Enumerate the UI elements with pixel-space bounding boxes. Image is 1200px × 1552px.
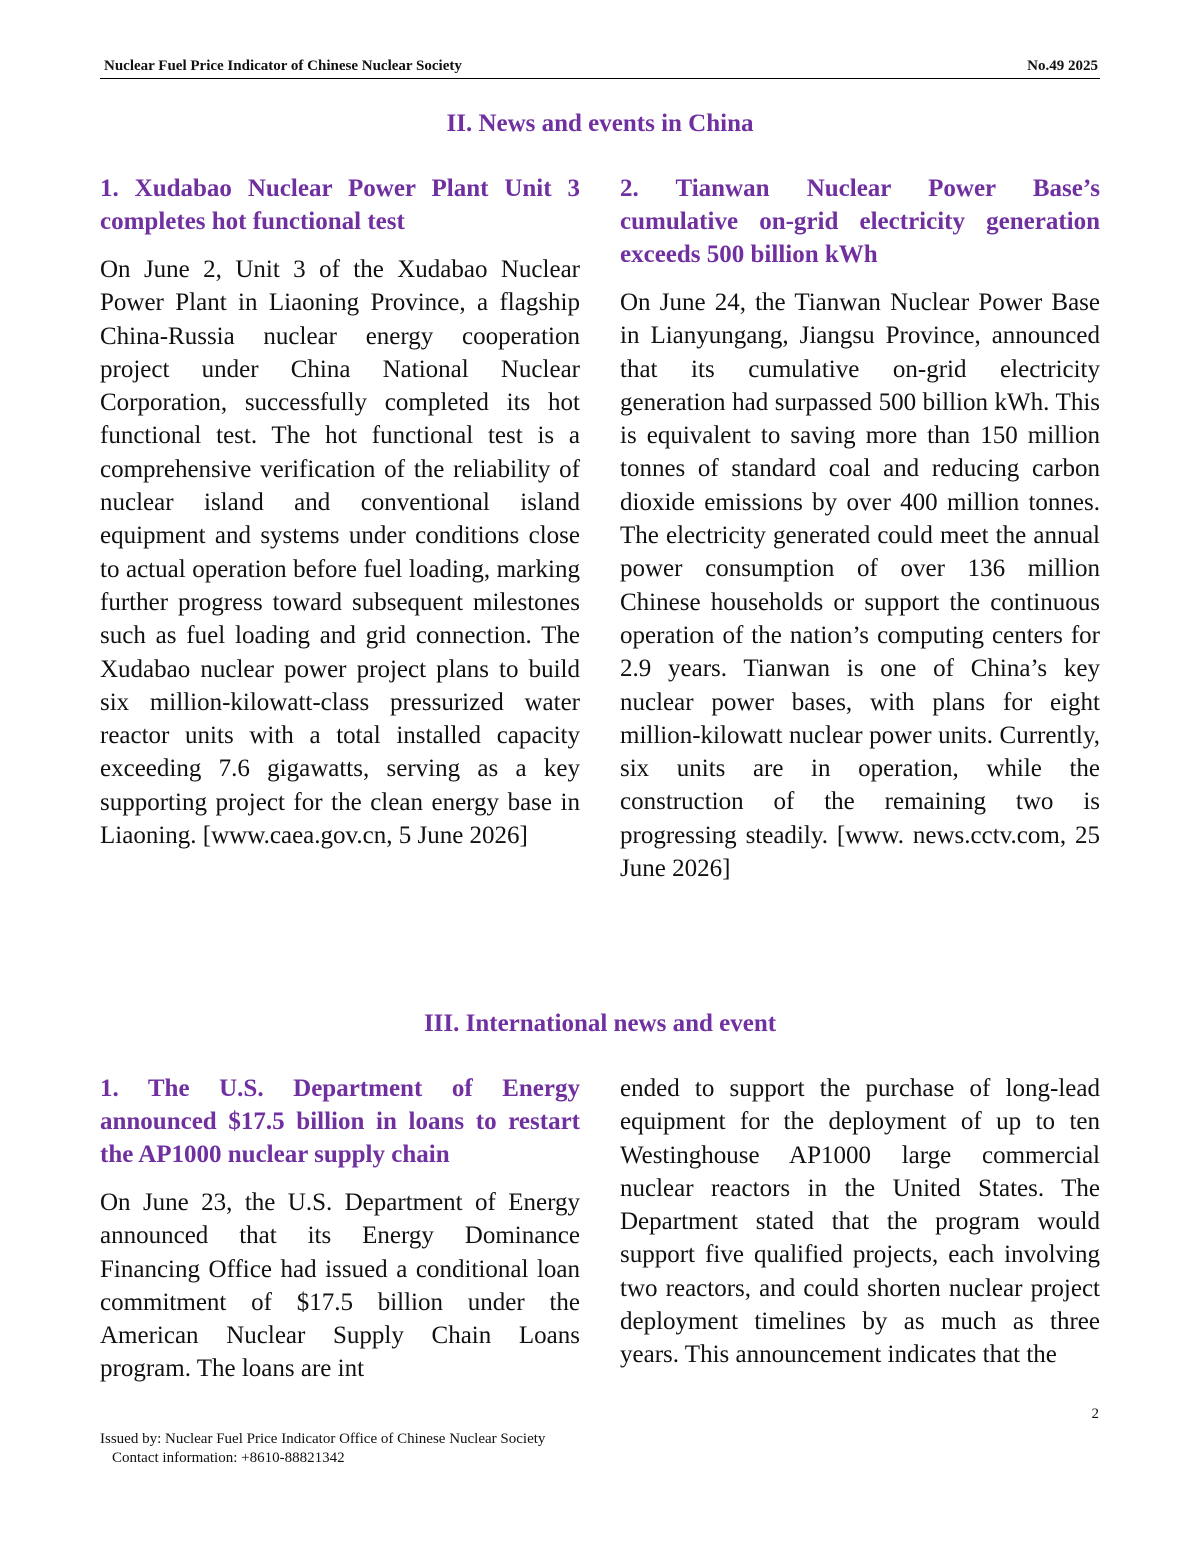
section-title-china-news: II. News and events in China	[446, 110, 754, 137]
article-tianwan	[620, 172, 1100, 885]
page-number: 2	[1091, 1406, 1099, 1422]
article-title: 2. Tianwan Nuclear Power Base’s cumulative on-grid electricity generation exceeds 500 billion kWh	[620, 175, 1100, 268]
article-body: On June 2, Unit 3 of the Xudabao Nuclear Power Plant in Liaoning Province, a flagship China-Russia nuclear energy cooperation project under China National Nuclear Corporation, successfully completed its hot functional test. The hot functional test is a comprehensive verification of the reliability of nuclear island and conventional island equipment and systems under conditions close to actual operation before fuel loading, marking further progress toward subsequent milestones such as fuel loading and grid connection. The Xudabao nuclear power project plans to build six million-kilowatt-class pressurized water reactor units with a total installed capacity exceeding 7.6 gigawatts, serving as a key supporting project for the clean energy base in Liaoning. [www.caea.gov.cn, 5 June 2026]	[100, 256, 580, 850]
footer-contact: Contact information: +8610-88821342	[112, 1450, 345, 1466]
article-body-continuation: ended to support the purchase of long-lead equipment for the deployment of up to ten Westinghouse AP1000 large commercial nuclear reactors in the United States. The Department stated that the program would support five qualified projects, each involving two reactors, and could shorten nuclear project deployment timelines by as much as three years. This announcement indicates that the	[620, 1075, 1100, 1369]
article-title: 1. Xudabao Nuclear Power Plant Unit 3 completes hot functional test	[100, 175, 580, 235]
article-body: On June 24, the Tianwan Nuclear Power Base in Lianyungang, Jiangsu Province, announced that its cumulative on-grid electricity generation had surpassed 500 billion kWh. This is equivalent to saving more than 150 million tonnes of standard coal and reducing carbon dioxide emissions by over 400 million tonnes. The electricity generated could meet the annual power consumption of over 136 million Chinese households or support the continuous operation of the nation’s computing centers for 2.9 years. Tianwan is one of China’s key nuclear power bases, with plans for eight million-kilowatt nuclear power units. Currently, six units are in operation, while the construction of the remaining two is progressing steadily. [www. news.cctv.com, 25 June 2026]	[620, 289, 1100, 883]
header-title: Nuclear Fuel Price Indicator of Chinese Nuclear Society	[104, 58, 462, 74]
page-footer	[100, 1430, 545, 1468]
article-doe-loans-continued	[620, 1072, 1100, 1372]
section-title-international-news: III. International news and event	[423, 1010, 777, 1037]
article-title: 1. The U.S. Department of Energy announced $17.5 billion in loans to restart the AP1000 nuclear supply chain	[100, 1075, 580, 1168]
article-xudabao	[100, 172, 580, 852]
footer-issued-by: Issued by: Nuclear Fuel Price Indicator Office of Chinese Nuclear Society	[100, 1431, 546, 1447]
page-header	[100, 56, 1100, 79]
header-issue-number: No.49 2025	[1027, 58, 1098, 74]
article-doe-loans	[100, 1072, 580, 1386]
article-body: On June 23, the U.S. Department of Energy announced that its Energy Dominance Financing Office had issued a conditional loan commitment of $17.5 billion under the American Nuclear Supply Chain Loans program. The loans are int	[100, 1189, 580, 1383]
